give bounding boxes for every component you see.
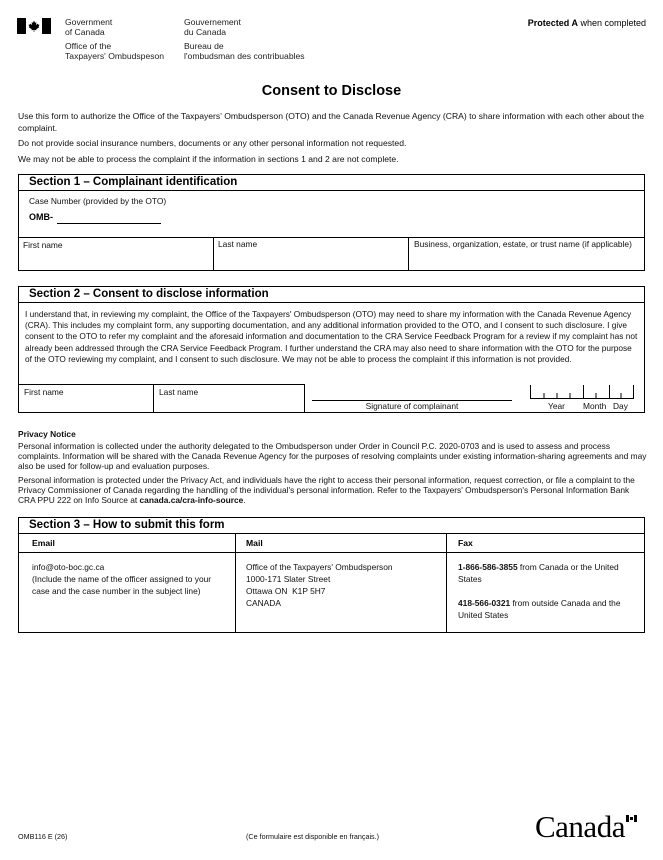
section-3-heading: Section 3 – How to submit this form (29, 519, 225, 531)
divider (18, 552, 645, 553)
column-header-mail: Mail (246, 538, 263, 548)
section-2-consent (18, 286, 645, 413)
mail-address-line1: Office of the Taxpayers' Ombudsperson (246, 562, 393, 572)
case-number-input[interactable] (57, 212, 161, 224)
protected-label (528, 18, 646, 28)
intro-paragraph-2: Do not provide social insurance numbers, documents or any other personal information not requested. (18, 138, 407, 148)
form-code: OMB116 E (26) (18, 832, 68, 841)
business-name-label: Business, organization, estate, or trust name (if applicable) (414, 239, 632, 249)
fax-cell (458, 561, 628, 621)
fax-number-1-desc: from Canada or the United States (458, 562, 619, 584)
gov-en-signature (65, 17, 112, 37)
last-name-field[interactable] (214, 237, 409, 271)
gov-en-line1: Government (65, 17, 113, 27)
email-address-link[interactable]: info@oto-boc.gc.ca (32, 562, 105, 572)
section-3-how-to-submit (18, 517, 645, 633)
canada-wordmark (535, 810, 625, 844)
first-name-label: First name (23, 240, 63, 250)
protected-condition: when completed (577, 18, 646, 28)
date-year-label: Year (548, 401, 565, 411)
last-name-label: Last name (218, 239, 258, 249)
gov-en-line2: of Canada (65, 27, 105, 37)
first-name-field[interactable] (18, 237, 214, 271)
date-day-label: Day (613, 401, 628, 411)
case-number-prefix: OMB- (29, 212, 53, 222)
protected-level: Protected A (527, 18, 578, 28)
date-month-label: Month (583, 401, 607, 411)
section-2-heading: Section 2 – Consent to disclose information (19, 287, 644, 303)
divider (446, 533, 447, 633)
canada-wordmark-text: Canada (535, 809, 625, 844)
office-fr-line2: l'ombudsman des contribuables (184, 51, 305, 61)
divider (235, 533, 236, 633)
fax-number-1-row (458, 561, 628, 585)
consent-text: I understand that, in reviewing my complaint, the Office of the Taxpayers' Ombudsperson (OTO) may need to share my information with the Canada Revenue Agency (CRA). This includes my complaint form, any supporting documentation, and any additional information provided to the OTO, and I consent to such disclosure. I give consent to the OTO to refer my complaint and the aforesaid information and documentation to the CRA Service Feedback Program for a review if my complaint has not already been addressed through the CRA Service Feedback Program. I further understand the CRA may also need to share information with the OTO for the purpose of the OTO reviewing my complaint, and I consent to such disclosure. We may not be able to process the complaint if this information is not provided. (25, 309, 638, 364)
column-header-fax: Fax (458, 538, 473, 548)
section-1-complainant-identification (18, 174, 645, 271)
privacy-paragraph-2-text: Personal information is protected under the Privacy Act, and individuals have the right to access their personal information, request correction, or file a complaint to the Privacy Commissioner of Canada regarding the handling of the individual's personal information. Refer to the Taxpayers' Ombudsperson's Personal Information Bank CRA PPU 222 on Info Source at (18, 475, 635, 505)
case-number-label: Case Number (provided by the OTO) (29, 196, 167, 206)
intro-paragraph-3: We may not be able to process the complaint if the information in sections 1 and 2 are not complete. (18, 154, 399, 164)
mail-address-line2: 1000-171 Slater Street (246, 574, 331, 584)
privacy-notice-heading: Privacy Notice (18, 429, 76, 439)
french-availability-note: (Ce formulaire est disponible en français.) (246, 832, 380, 841)
page-title: Consent to Disclose (261, 83, 402, 99)
wordmark-flag-icon (626, 815, 637, 822)
gov-fr-signature (184, 17, 241, 37)
consent-last-name-label: Last name (159, 387, 199, 397)
consent-first-name-field[interactable] (18, 384, 154, 413)
business-name-field[interactable] (409, 237, 645, 271)
column-header-email: Email (32, 538, 55, 548)
fax-number-international: 418-566-0321 (458, 598, 511, 608)
fax-number-2-row (458, 597, 628, 621)
signature-line[interactable] (312, 391, 512, 401)
office-fr-line1: Bureau de (184, 41, 224, 51)
privacy-paragraph-1: Personal information is collected under the authority delegated to the Ombudsperson under Order in Council P.C. 2020-0703 and is used to assess and process complaints. Information will be shared with the Canada Revenue Agency for the purposes of resolving complaints under existing information-sharing agreements and may also be used for follow-up and evaluation purposes. (18, 441, 647, 471)
email-note: (Include the name of the officer assigned to your case and the case number in the subject line) (32, 574, 212, 596)
mail-cell (246, 561, 441, 609)
email-cell (32, 561, 230, 597)
privacy-paragraph-2-end: . (243, 495, 246, 505)
office-fr (184, 41, 305, 61)
consent-first-name-label: First name (24, 387, 64, 397)
info-source-link[interactable]: canada.ca/cra-info-source (139, 495, 244, 505)
office-en (65, 41, 164, 61)
canada-flag-icon (17, 18, 51, 34)
section-1-heading: Section 1 – Complainant identification (19, 175, 644, 191)
date-input[interactable] (530, 385, 634, 399)
office-en-line1: Office of the (65, 41, 112, 51)
privacy-paragraph-2 (18, 475, 648, 505)
gov-fr-line1: Gouvernement (184, 17, 241, 27)
fax-number-2-desc: from outside Canada and the United States (458, 598, 621, 620)
divider (18, 533, 645, 534)
gov-fr-line2: du Canada (184, 27, 227, 37)
mail-address-line3: Ottawa ON K1P 5H7 (246, 586, 326, 596)
mail-address-line4: CANADA (246, 598, 281, 608)
intro-paragraph-1: Use this form to authorize the Office of the Taxpayers' Ombudsperson (OTO) and the Canada Revenue Agency (CRA) to share information with each other about the complaint. (18, 111, 644, 133)
consent-last-name-field[interactable] (154, 384, 305, 413)
office-en-line2: Taxpayers' Ombudspeson (65, 51, 165, 61)
fax-number-canada-us: 1-866-586-3855 (458, 562, 518, 572)
signature-label: Signature of complainant (365, 401, 459, 411)
